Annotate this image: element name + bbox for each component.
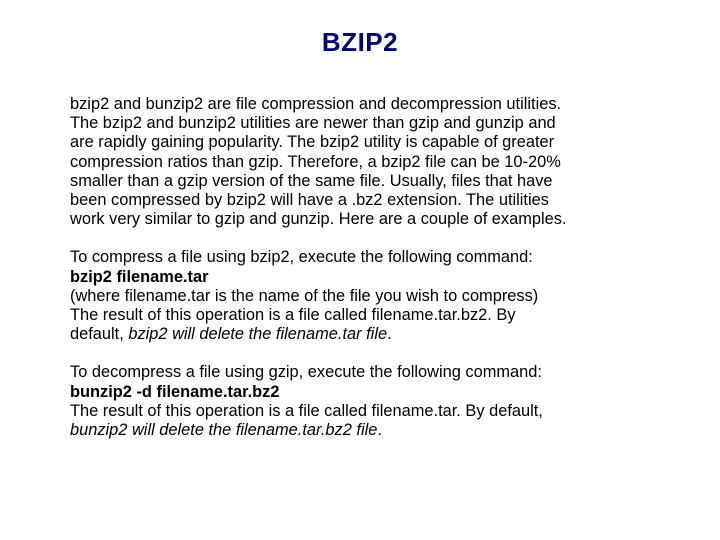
text-line: been compressed by bzip2 will have a .bz2 extension. The utilities: [70, 191, 549, 210]
text-line: bzip2 and bunzip2 are file compression and decompression utilities.: [70, 95, 562, 113]
text-line: The bzip2 and bunzip2 utilities are newer than gzip and gunzip and: [70, 114, 556, 133]
decompress-command: bunzip2 -d filename.tar.bz2: [70, 382, 280, 401]
compress-default-prefix: default,: [70, 325, 129, 344]
decompress-result: The result of this operation is a file called filename.tar. By default,: [70, 401, 543, 420]
text-line: compression ratios than gzip. Therefore, a bzip2 file can be 10-20%: [70, 152, 561, 171]
paragraph-intro: [70, 95, 690, 229]
compress-default-suffix: .: [387, 325, 392, 344]
compress-intro: To compress a file using bzip2, execute the following command:: [70, 248, 533, 267]
compress-result: The result of this operation is a file called filename.tar.bz2. By: [70, 306, 516, 325]
compress-note: (where filename.tar is the name of the file you wish to compress): [70, 286, 539, 305]
decompress-default-suffix: .: [377, 421, 382, 440]
decompress-default: [70, 421, 690, 440]
slide-body: [70, 95, 690, 459]
text-line: are rapidly gaining popularity. The bzip2 utility is capable of greater: [70, 133, 555, 152]
paragraph-decompress: [70, 363, 690, 440]
decompress-default-italic: bunzip2 will delete the filename.tar.bz2 file: [70, 421, 378, 440]
text-line: smaller than a gzip version of the same file. Usually, files that have: [70, 171, 553, 190]
paragraph-compress: [70, 248, 690, 344]
decompress-intro: To decompress a file using gzip, execute the following command:: [70, 363, 542, 382]
text-line: work very similar to gzip and gunzip. Here are a couple of examples.: [70, 210, 567, 229]
compress-default-italic: bzip2 will delete the filename.tar file: [128, 325, 388, 344]
compress-command: bzip2 filename.tar: [70, 267, 209, 286]
compress-default: [70, 325, 690, 344]
slide-title: BZIP2: [321, 27, 399, 57]
